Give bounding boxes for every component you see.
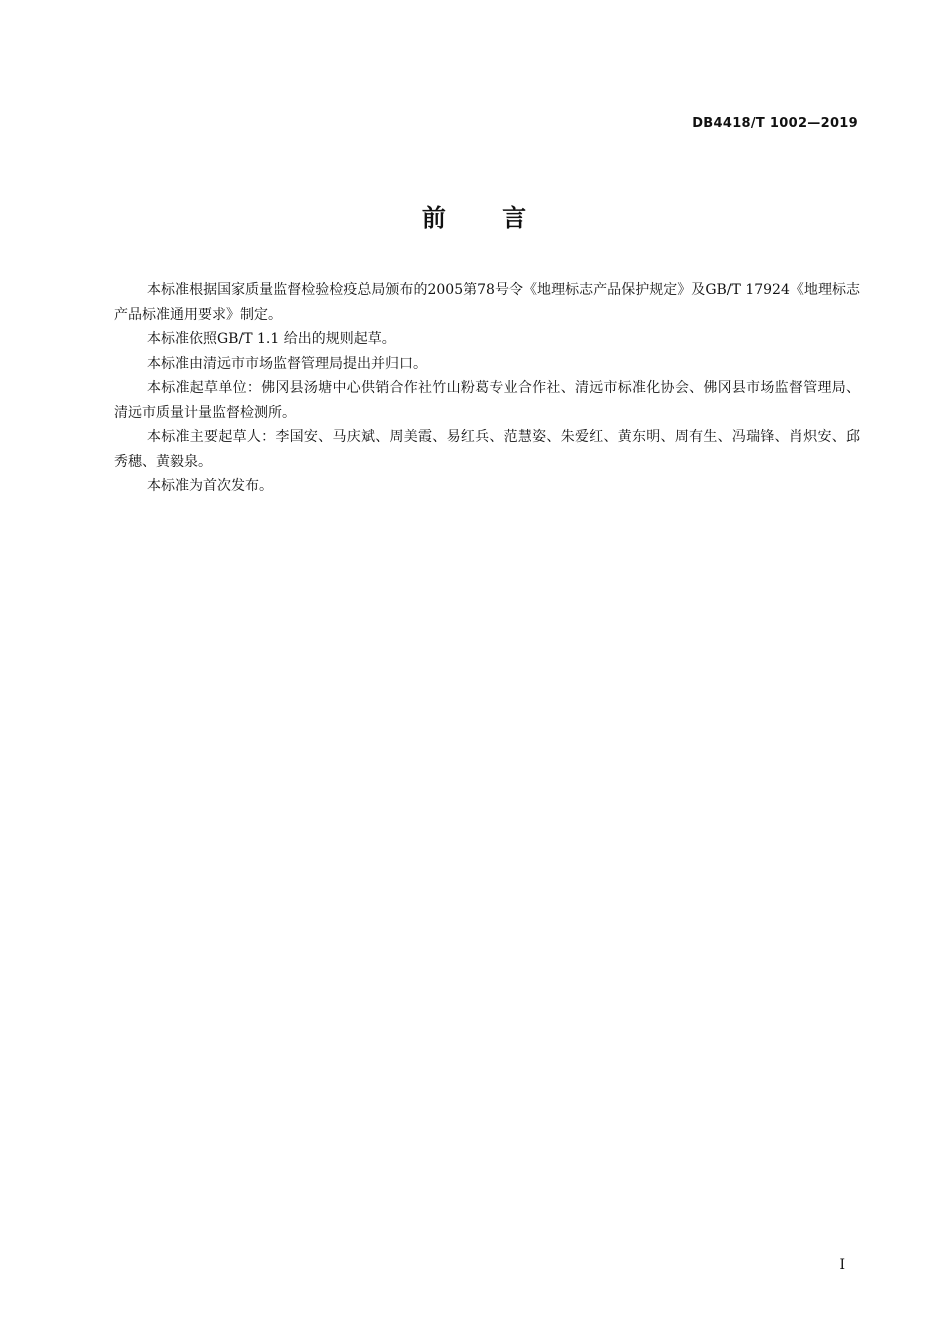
foreword-body bbox=[114, 278, 860, 499]
paragraph-first-release: 本标准为首次发布。 bbox=[147, 478, 273, 494]
document-code: DB4418/T 1002—2019 bbox=[692, 116, 858, 131]
page-title: 前 言 bbox=[421, 204, 529, 232]
paragraph-drafting-units: 本标准起草单位：佛冈县汤塘中心供销合作社竹山粉葛专业合作社、清远市标准化协会、佛冈县市场监督管理局、清远市质量计量监督检测所。 bbox=[114, 380, 860, 421]
paragraph-proposer: 本标准由清远市市场监督管理局提出并归口。 bbox=[147, 355, 427, 372]
paragraph-drafting-rules: 本标准依照GB/T 1.1 给出的规则起草。 bbox=[147, 331, 396, 347]
paragraph-drafters: 本标准主要起草人：李国安、马庆斌、周美霞、易红兵、范慧姿、朱爱红、黄东明、周有生、冯瑞锋、肖炽安、邱秀穗、黄毅泉。 bbox=[114, 429, 860, 470]
paragraph-basis: 本标准根据国家质量监督检验检疫总局颁布的2005第78号令《地理标志产品保护规定》及GB/T 17924《地理标志产品标准通用要求》制定。 bbox=[114, 282, 860, 323]
page-number: I bbox=[839, 1257, 845, 1273]
